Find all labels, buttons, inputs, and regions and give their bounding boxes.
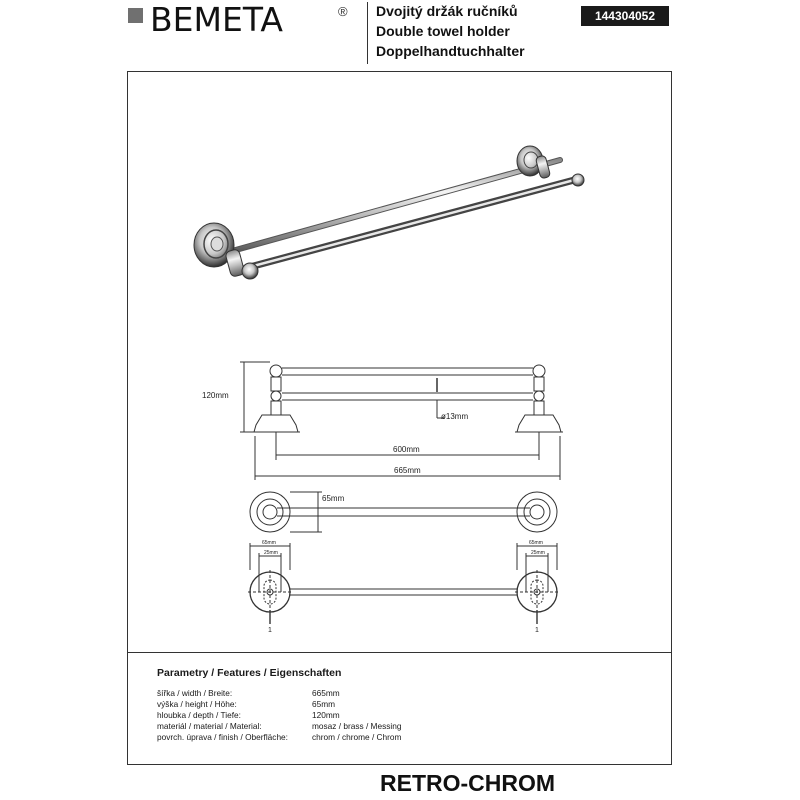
diameter-dim-label: ø13mm bbox=[441, 412, 469, 421]
mounting-view bbox=[248, 543, 559, 624]
product-photo bbox=[194, 146, 584, 279]
param-value-finish: chrom / chrome / Chrom bbox=[312, 732, 402, 742]
overall-width-dim-label: 665mm bbox=[394, 466, 421, 475]
rosette-right-outer-label: 65mm bbox=[529, 540, 543, 546]
height-dim-label: 120mm bbox=[202, 391, 229, 400]
param-value-depth: 120mm bbox=[312, 710, 340, 720]
param-value-height: 65mm bbox=[312, 699, 336, 709]
registered-mark: ® bbox=[338, 4, 348, 19]
rosette-right-inner-label: 25mm bbox=[531, 550, 545, 556]
brand-logo: BEMETA bbox=[150, 0, 283, 39]
product-code-badge: 144304052 bbox=[581, 6, 669, 26]
depth-dim-label: 65mm bbox=[322, 494, 345, 503]
product-series: RETRO-CHROM bbox=[380, 770, 556, 796]
param-label-width: šířka / width / Breite: bbox=[157, 688, 233, 698]
rosette-left-inner-label: 25mm bbox=[264, 550, 278, 556]
front-view bbox=[240, 362, 563, 480]
product-title-de: Doppelhandtuchhalter bbox=[376, 43, 525, 59]
param-label-depth: hloubka / depth / Tiefe: bbox=[157, 710, 241, 720]
param-label-material: materiál / material / Material: bbox=[157, 721, 262, 731]
parameters-title: Parametry / Features / Eigenschaften bbox=[157, 667, 342, 679]
rosette-left-outer-label: 65mm bbox=[262, 540, 276, 546]
param-label-finish: povrch. úprava / finish / Oberfläche: bbox=[157, 732, 288, 742]
top-view bbox=[250, 492, 557, 532]
product-title-cs: Dvojitý držák ručníků bbox=[376, 3, 518, 19]
param-label-height: výška / height / Höhe: bbox=[157, 699, 237, 709]
parameters-divider bbox=[128, 652, 671, 653]
screw-marker-left: 1 bbox=[268, 627, 272, 634]
bar-span-dim-label: 600mm bbox=[393, 445, 420, 454]
screw-marker-right: 1 bbox=[535, 627, 539, 634]
param-value-material: mosaz / brass / Messing bbox=[312, 721, 402, 731]
product-title-en: Double towel holder bbox=[376, 23, 510, 39]
param-value-width: 665mm bbox=[312, 688, 340, 698]
